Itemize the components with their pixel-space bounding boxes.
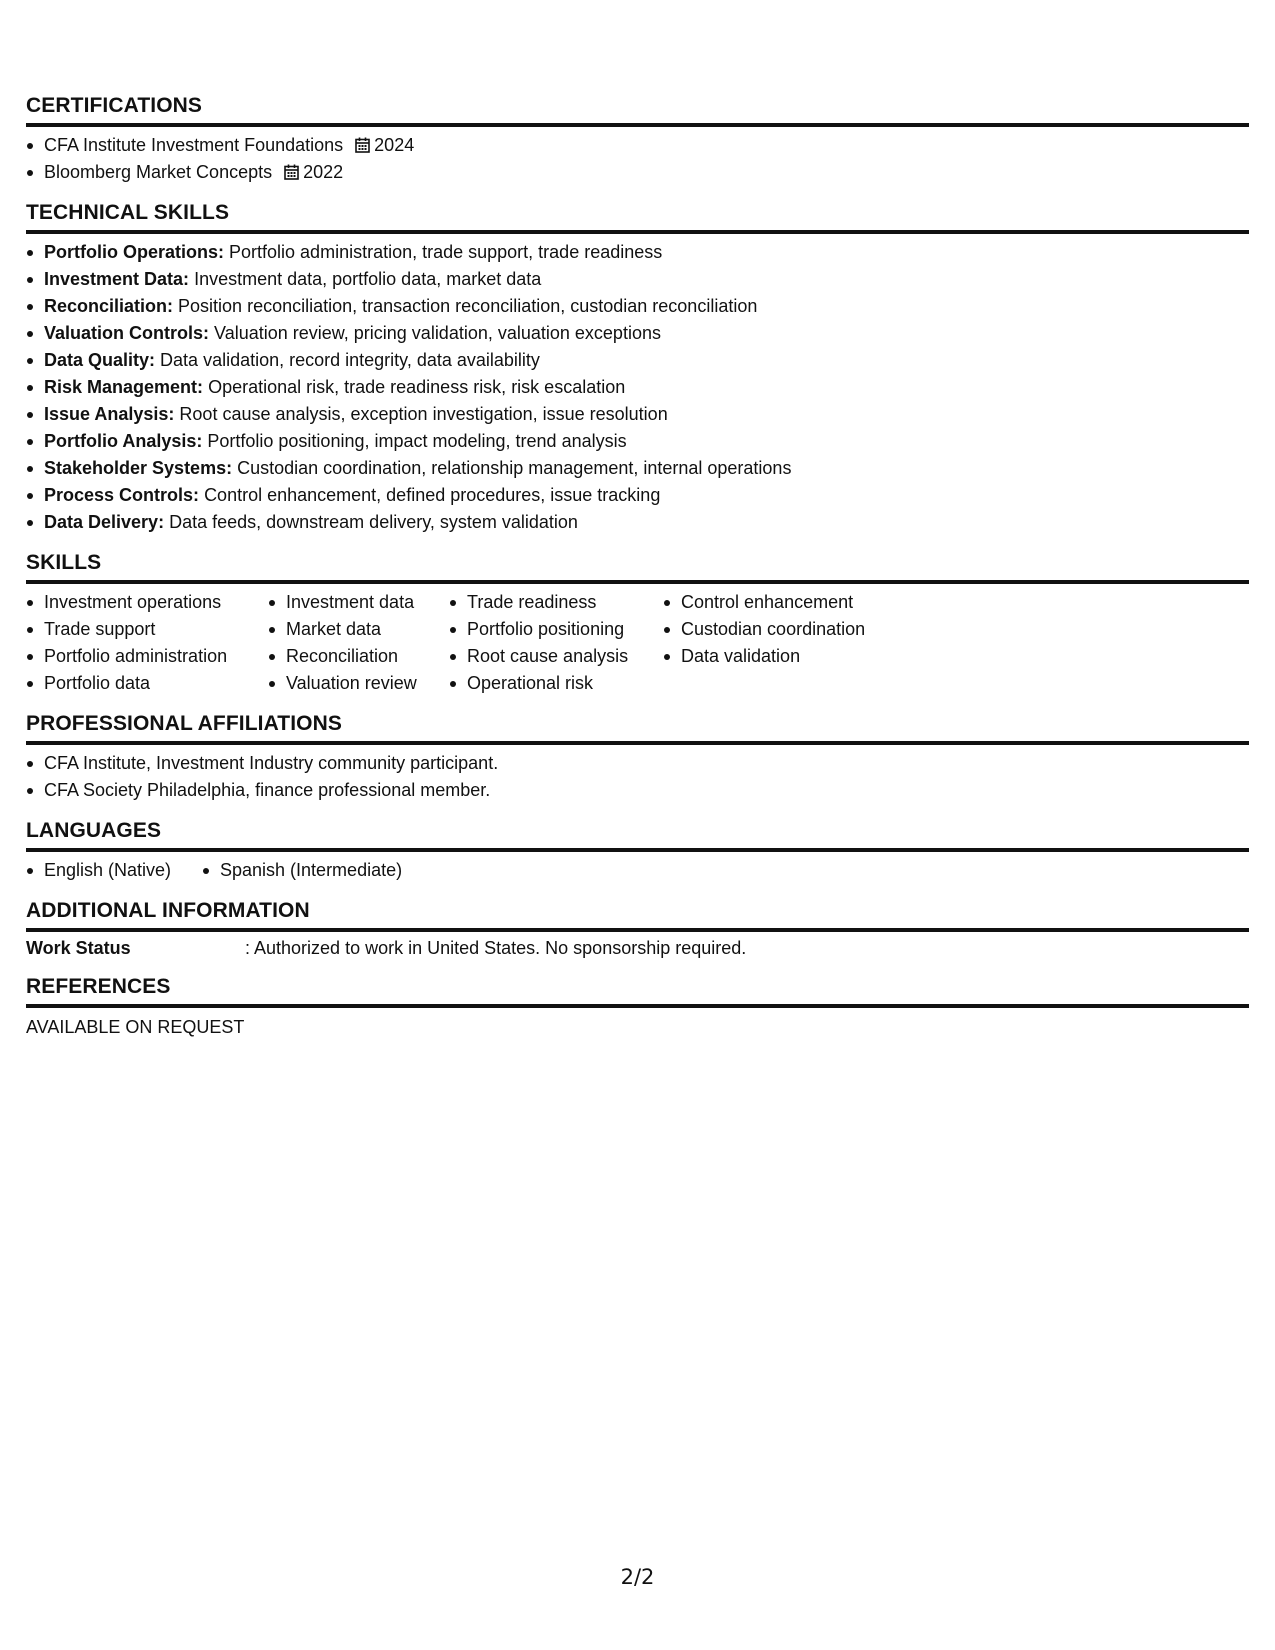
technical-skills-section [26,200,1249,536]
section-title-technical-skills: TECHNICAL SKILLS [26,200,1249,234]
section-title-certifications: CERTIFICATIONS [26,93,1249,127]
section-spacer [26,536,1249,550]
skills-column [449,589,663,697]
references-section [26,974,1249,1041]
technical-skill-label: Process Controls: [44,485,200,505]
technical-skill-text: Portfolio administration, trade support, trade readiness [229,242,663,262]
section-spacer [26,697,1249,711]
section-title-affiliations: PROFESSIONAL AFFILIATIONS [26,711,1249,745]
technical-skill-item [26,374,1249,401]
technical-skill-item [26,347,1249,374]
certifications-section [26,93,1249,186]
affiliation-item: CFA Institute, Investment Industry community participant. [26,750,1249,777]
section-spacer [26,186,1249,200]
certification-year: 2022 [303,162,344,182]
skills-column [268,589,449,697]
skill-item: Trade readiness [449,589,663,616]
technical-skill-label: Valuation Controls: [44,323,210,343]
section-title-skills: SKILLS [26,550,1249,584]
technical-skill-text: Root cause analysis, exception investigation, issue resolution [179,404,668,424]
work-status-value: : Authorized to work in United States. No sponsorship required. [245,938,747,958]
technical-skill-text: Investment data, portfolio data, market data [194,269,542,289]
skill-item: Portfolio positioning [449,616,663,643]
skills-column [663,589,903,697]
technical-skill-item [26,266,1249,293]
skill-item: Investment operations [26,589,268,616]
certification-year: 2024 [374,135,415,155]
technical-skill-label: Issue Analysis: [44,404,175,424]
languages-row [26,852,1249,884]
calendar-icon [284,164,299,180]
languages-column [202,857,402,884]
language-item: Spanish (Intermediate) [202,857,402,884]
technical-skill-text: Position reconciliation, transaction reconciliation, custodian reconciliation [178,296,758,316]
language-item: English (Native) [26,857,202,884]
calendar-icon [355,137,370,153]
skill-item: Reconciliation [268,643,449,670]
technical-skill-label: Reconciliation: [44,296,174,316]
technical-skill-text: Data validation, record integrity, data availability [160,350,540,370]
skill-item: Portfolio data [26,670,268,697]
affiliations-list [26,745,1249,804]
skill-item: Control enhancement [663,589,903,616]
skill-item: Portfolio administration [26,643,268,670]
technical-skill-text: Valuation review, pricing validation, valuation exceptions [214,323,661,343]
resume-page [26,93,1249,1041]
additional-information-section [26,898,1249,962]
skill-item: Market data [268,616,449,643]
section-spacer [26,884,1249,898]
certification-name: Bloomberg Market Concepts [44,162,273,182]
technical-skill-text: Control enhancement, defined procedures, issue tracking [204,485,661,505]
languages-section [26,818,1249,884]
section-spacer [26,804,1249,818]
skills-column [26,589,268,697]
work-status-label: Work Status [26,938,131,958]
technical-skill-item [26,293,1249,320]
certification-name: CFA Institute Investment Foundations [44,135,344,155]
technical-skill-item [26,428,1249,455]
technical-skill-label: Risk Management: [44,377,204,397]
technical-skill-label: Data Delivery: [44,512,165,532]
technical-skills-list [26,234,1249,536]
technical-skill-label: Data Quality: [44,350,156,370]
certification-item [26,159,1249,186]
affiliations-section [26,711,1249,804]
skill-item: Valuation review [268,670,449,697]
technical-skill-item [26,320,1249,347]
section-title-languages: LANGUAGES [26,818,1249,852]
skill-item: Trade support [26,616,268,643]
skill-item: Custodian coordination [663,616,903,643]
skill-item: Data validation [663,643,903,670]
work-status-row [26,932,1249,962]
references-text: AVAILABLE ON REQUEST [26,1017,245,1037]
technical-skill-label: Portfolio Analysis: [44,431,203,451]
technical-skill-item [26,455,1249,482]
page-number: 2/2 [620,1565,655,1589]
technical-skill-item [26,482,1249,509]
technical-skill-label: Investment Data: [44,269,190,289]
technical-skill-item [26,401,1249,428]
skill-item: Root cause analysis [449,643,663,670]
certification-item [26,132,1249,159]
technical-skill-label: Portfolio Operations: [44,242,224,262]
technical-skill-label: Stakeholder Systems: [44,458,233,478]
skills-grid [26,584,1249,697]
skill-item: Operational risk [449,670,663,697]
technical-skill-item [26,509,1249,536]
certifications-list [26,127,1249,186]
section-spacer [26,962,1249,974]
technical-skill-text: Custodian coordination, relationship management, internal operations [237,458,792,478]
languages-column [26,857,202,884]
section-title-additional-information: ADDITIONAL INFORMATION [26,898,1249,932]
skills-section [26,550,1249,697]
technical-skill-text: Operational risk, trade readiness risk, risk escalation [208,377,626,397]
technical-skill-text: Data feeds, downstream delivery, system validation [169,512,578,532]
affiliation-item: CFA Society Philadelphia, finance professional member. [26,777,1249,804]
technical-skill-text: Portfolio positioning, impact modeling, trend analysis [207,431,627,451]
section-title-references: REFERENCES [26,974,1249,1008]
skill-item: Investment data [268,589,449,616]
technical-skill-item [26,239,1249,266]
